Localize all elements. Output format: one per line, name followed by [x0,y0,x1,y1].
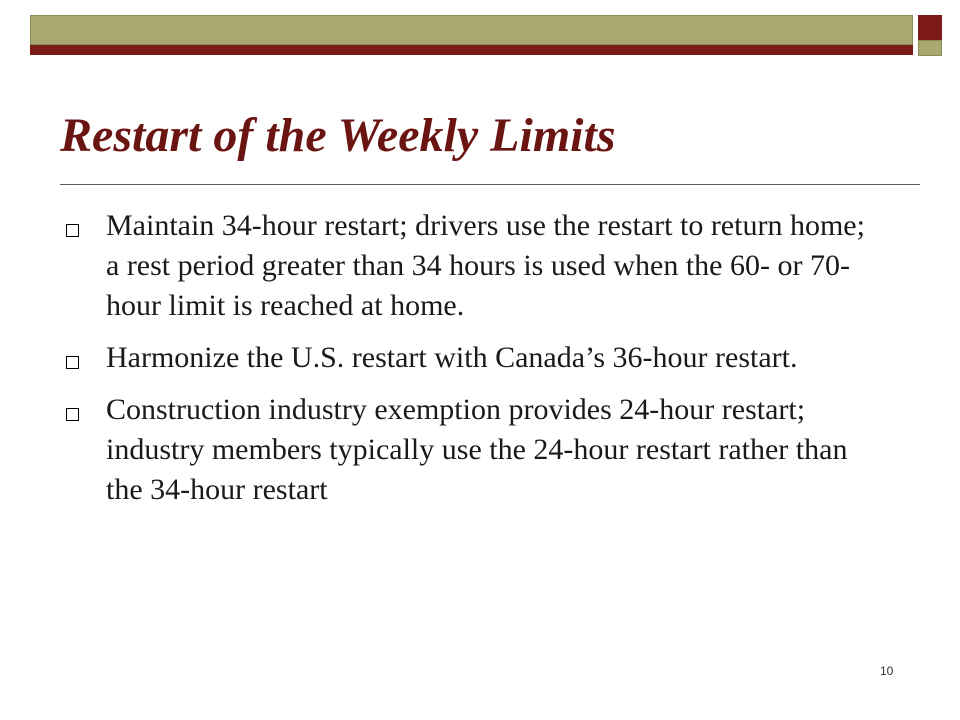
page-number: 10 [880,664,894,678]
title-divider [60,184,920,185]
header-corner-olive [918,40,942,56]
bullet-text: Construction industry exemption provides 24-hour restart; industry members typically use the 24-hour restart rather than the 34-hour restart [106,393,848,506]
slide-title: Restart of the Weekly Limits [60,109,616,162]
header-corner-maroon [918,15,942,40]
bullet-item [66,206,866,326]
bullet-text: Harmonize the U.S. restart with Canada’s 36-hour restart. [106,341,798,374]
bullet-text: Maintain 34-hour restart; drivers use the restart to return home; a rest period greater than 34 hours is used when the 60- or 70-hour limit is reached at home. [106,209,865,322]
header-band-olive [30,15,913,45]
hollow-square-icon [66,224,79,237]
header-band-maroon [30,45,913,55]
hollow-square-icon [66,408,79,421]
hollow-square-icon [66,356,79,369]
bullet-list [66,206,866,522]
bullet-item [66,338,866,378]
bullet-item [66,390,866,510]
